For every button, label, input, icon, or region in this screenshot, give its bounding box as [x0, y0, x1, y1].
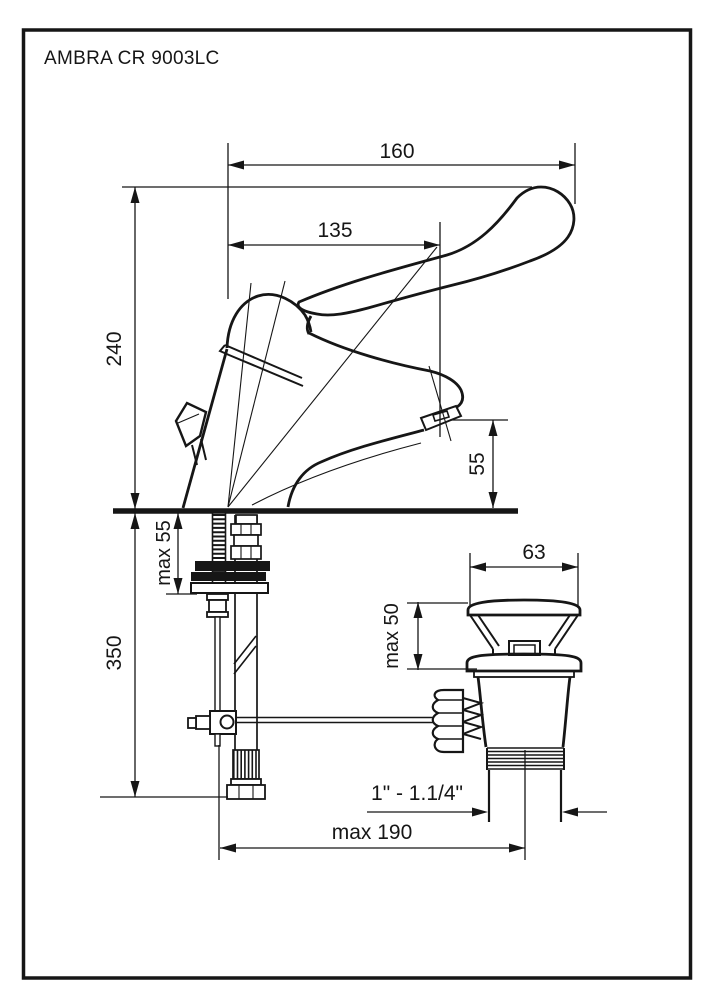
- faucet-body: [176, 187, 574, 508]
- svg-text:1" - 1.1/4": 1" - 1.1/4": [371, 782, 463, 805]
- dim-55: [450, 420, 508, 508]
- dim-max-50: [381, 602, 477, 670]
- gasket-lower: [191, 572, 266, 581]
- dim-thread: [367, 782, 607, 817]
- linkage-rod: [236, 718, 433, 723]
- dim-160: [228, 140, 575, 299]
- popup-rod: [215, 617, 220, 712]
- svg-text:160: 160: [379, 140, 415, 163]
- svg-text:135: 135: [317, 219, 353, 242]
- drawing-title: AMBRA CR 9003LC: [44, 48, 220, 69]
- mounting-nut: [207, 594, 228, 600]
- dim-max-55: [153, 513, 197, 594]
- svg-text:max 190: max 190: [331, 821, 413, 844]
- svg-text:55: 55: [466, 452, 489, 476]
- gasket-upper: [195, 561, 270, 571]
- svg-text:max 50: max 50: [381, 603, 403, 669]
- dim-135: [228, 219, 440, 437]
- washer: [191, 583, 268, 593]
- faucet-lever: [298, 187, 574, 315]
- svg-text:350: 350: [103, 635, 126, 671]
- svg-text:240: 240: [103, 331, 126, 367]
- svg-text:63: 63: [522, 541, 546, 564]
- waste-cap: [468, 600, 580, 615]
- hose-nut: [231, 779, 261, 785]
- svg-text:max 55: max 55: [153, 520, 175, 586]
- dim-63: [470, 541, 578, 608]
